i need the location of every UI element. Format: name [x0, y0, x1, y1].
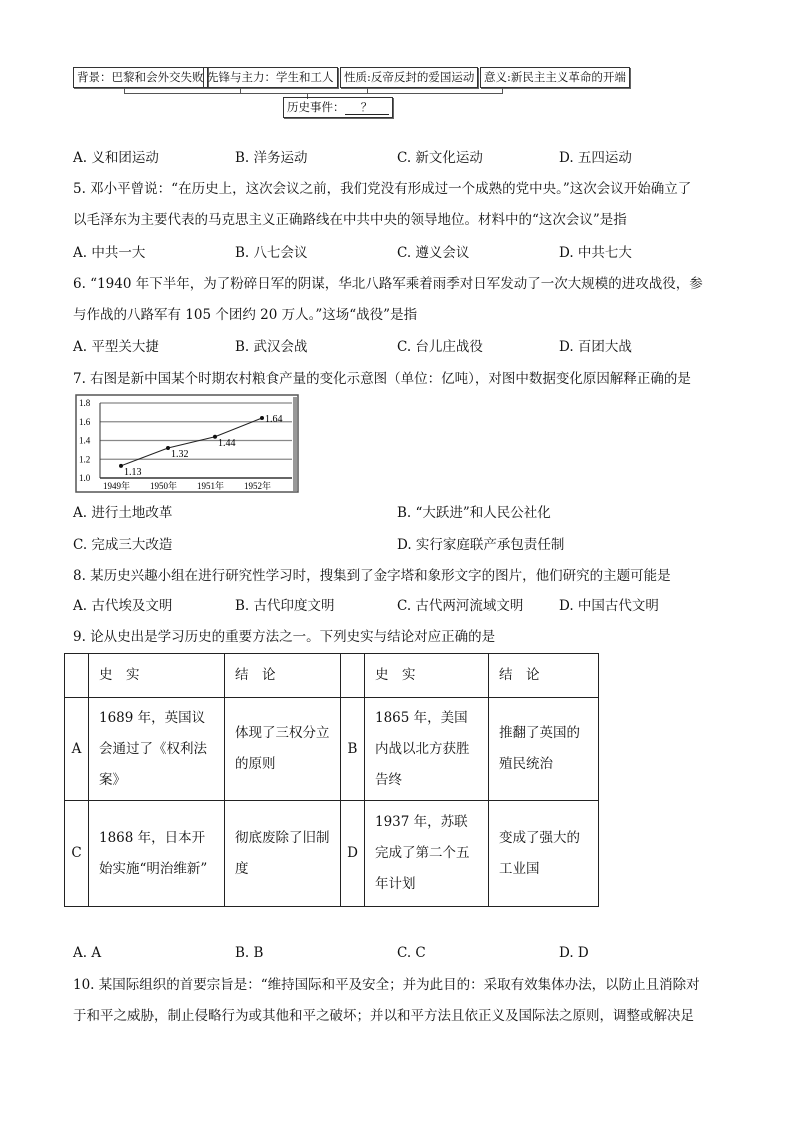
cell: 彻底废除了旧制度	[225, 801, 341, 907]
question-text: 9. 论从史出是学习历史的重要方法之一。下列史实与结论对应正确的是	[73, 629, 496, 645]
option[interactable]: A. 义和团运动	[73, 150, 159, 166]
option[interactable]: A. 中共一大	[73, 245, 146, 261]
table-header-row	[65, 654, 599, 698]
header-cell: 史 实	[89, 654, 225, 698]
option[interactable]: C. 新文化运动	[397, 150, 483, 166]
cell: 推翻了英国的殖民统治	[489, 698, 599, 801]
data-label: 1.44	[218, 437, 236, 449]
option[interactable]: B. “大跃进”和人民公社化	[397, 505, 551, 521]
table-row	[65, 801, 599, 907]
data-label: 1.64	[265, 414, 283, 425]
option[interactable]: C. C	[397, 945, 426, 961]
header-cell: 结 论	[489, 654, 599, 698]
diagram-box-significance: 意义:新民主主义革命的开端	[480, 67, 630, 88]
header-cell: 结 论	[225, 654, 341, 698]
option[interactable]: B. 洋务运动	[235, 150, 308, 166]
option[interactable]: C. 古代两河流域文明	[397, 598, 524, 614]
option[interactable]: A. 进行土地改革	[73, 505, 173, 521]
x-tick-label: 1949年	[103, 481, 131, 491]
option[interactable]: C. 台儿庄战役	[397, 339, 483, 355]
y-tick-label: 1.4	[79, 435, 91, 446]
cell: 1865 年，美国内战以北方获胜告终	[365, 698, 489, 801]
event-blank: ？	[345, 100, 389, 115]
question-text: 与作战的八路军有 105 个团约 20 万人。”这场“战役”是指	[73, 307, 418, 323]
cell: 变成了强大的工业国	[489, 801, 599, 907]
option[interactable]: D. 中共七大	[559, 245, 632, 261]
cell: B	[341, 698, 365, 801]
y-tick-label: 1.2	[79, 454, 91, 465]
data-label: 1.13	[124, 466, 142, 478]
diagram-box-nature: 性质:反帝反封的爱国运动	[340, 67, 478, 88]
question-text: 7. 右图是新中国某个时期农村粮食产量的变化示意图（单位：亿吨），对图中数据变化原因解释正确的是	[73, 371, 691, 387]
option[interactable]: D. 百团大战	[559, 339, 632, 355]
header-cell	[65, 654, 89, 698]
chart-frame-shadow	[293, 397, 297, 491]
option[interactable]: B. 八七会议	[235, 245, 308, 261]
cell: 1868 年，日本开始实施“明治维新”	[89, 801, 225, 907]
diagram-box-vanguard: 先锋与主力：学生和工人	[203, 67, 338, 88]
option[interactable]: C. 遵义会议	[397, 245, 470, 261]
x-tick-label: 1951年	[197, 481, 225, 491]
question-text: 10. 某国际组织的首要宗旨是：“维持国际和平及安全；并为此目的：采取有效集体办法，以防止且消除对	[73, 977, 700, 993]
data-point	[260, 416, 264, 420]
event-label: 历史事件：	[287, 100, 345, 114]
cell: D	[341, 801, 365, 907]
cell: 1689 年，英国议会通过了《权利法案》	[89, 698, 225, 801]
question-text: 于和平之威胁，制止侵略行为或其他和平之破坏；并以和平方法且依正义及国际法之原则，调整或解决足	[73, 1008, 694, 1024]
cell: A	[65, 698, 89, 801]
option[interactable]: B. B	[235, 945, 264, 961]
option[interactable]: A. 古代埃及文明	[73, 598, 173, 614]
option[interactable]: A. A	[73, 945, 102, 961]
question-text: 8. 某历史兴趣小组在进行研究性学习时，搜集到了金字塔和象形文字的图片，他们研究的主题可能是	[73, 568, 671, 584]
table-row	[65, 698, 599, 801]
diagram-box-background: 背景：巴黎和会外交失败	[73, 67, 208, 88]
option[interactable]: A. 平型关大捷	[73, 339, 159, 355]
cell: 体现了三权分立的原则	[225, 698, 341, 801]
option[interactable]: D. 实行家庭联产承包责任制	[397, 537, 565, 553]
option[interactable]: D. 中国古代文明	[559, 598, 659, 614]
x-tick-label: 1950年	[150, 481, 178, 491]
cell: 1937 年，苏联完成了第二个五年计划	[365, 801, 489, 907]
facts-conclusions-table	[64, 653, 599, 907]
y-tick-label: 1.0	[79, 473, 91, 483]
question-text: 以毛泽东为主要代表的马克思主义正确路线在中共中央的领导地位。材料中的“这次会议”是指	[73, 212, 627, 228]
data-label: 1.32	[171, 449, 189, 460]
x-tick-label: 1952年	[244, 481, 272, 491]
question-text: 6. “1940 年下半年，为了粉碎日军的阴谋，华北八路军乘着雨季对日军发动了一次大规模的进攻战役，参	[73, 276, 703, 292]
option[interactable]: B. 武汉会战	[235, 339, 308, 355]
option[interactable]: B. 古代印度文明	[235, 598, 335, 614]
y-tick-label: 1.6	[79, 416, 91, 427]
y-tick-label: 1.8	[79, 398, 91, 408]
data-point	[213, 435, 217, 439]
cell: C	[65, 801, 89, 907]
data-point	[119, 464, 123, 468]
grain-output-chart	[0, 0, 793, 520]
option[interactable]: C. 完成三大改造	[73, 537, 173, 553]
question-text: 5. 邓小平曾说：“在历史上，这次会议之前，我们党没有形成过一个成熟的党中央。”这次会议开始确立了	[73, 181, 692, 197]
option[interactable]: D. 五四运动	[559, 150, 632, 166]
option[interactable]: D. D	[559, 945, 589, 961]
data-point	[166, 446, 170, 450]
header-cell: 史 实	[365, 654, 489, 698]
header-cell	[341, 654, 365, 698]
